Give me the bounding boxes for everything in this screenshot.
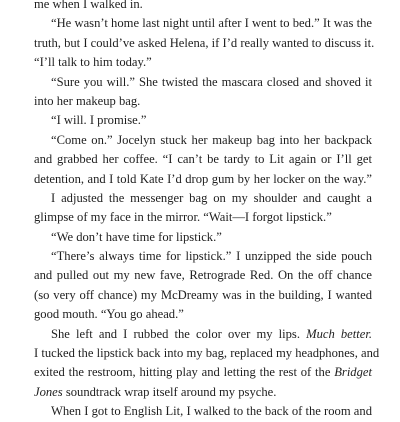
italic-span: Jones — [34, 384, 63, 399]
text-line: “Come on.” Jocelyn stuck her makeup bag into her backpack — [51, 132, 372, 147]
text-line: me when I walked in. — [34, 0, 143, 11]
italic-span: Bridget — [334, 365, 372, 380]
text-line: (so very off chance) my McDreamy was in the building, I wanted — [34, 287, 372, 302]
text-span: She left and I rubbed the color over my lips. — [51, 326, 300, 341]
text-line: “Sure you will.” She twisted the mascara closed and shoved it — [51, 74, 372, 89]
text-line — [34, 363, 372, 382]
text-line: and grabbed her coffee. “I can’t be tardy to Lit again or I’ll get — [34, 152, 372, 167]
text-line: I tucked the lipstick back into my bag, replaced my headphones, and — [34, 346, 380, 361]
text-line: “I’ll talk to him today.” — [34, 55, 152, 70]
italic-span: Much better. — [306, 326, 373, 341]
text-span: soundtrack wrap itself around my psyche. — [62, 384, 277, 399]
text-line: “There’s always time for lipstick.” I unzipped the side pouch — [51, 249, 372, 264]
text-line: When I got to English Lit, I walked to the back of the room and — [51, 404, 372, 419]
text-line: truth, but I could’ve asked Helena, if I’d really wanted to discuss it. — [34, 35, 375, 50]
text-line — [34, 383, 372, 402]
text-line — [34, 325, 372, 344]
text-line: I adjusted the messenger bag on my shoulder and caught a — [51, 190, 372, 205]
text-line: into her makeup bag. — [34, 93, 141, 108]
text-line: “We don’t have time for lipstick.” — [51, 229, 222, 244]
text-line: detention, and I told Kate I’d drop gum by her locker on the way.” — [34, 171, 372, 186]
text-line: glimpse of my face in the mirror. “Wait—I forgot lipstick.” — [34, 210, 332, 225]
text-line: “I will. I promise.” — [51, 113, 147, 128]
text-line: good mouth. “You go ahead.” — [34, 307, 184, 322]
page-text — [34, 0, 380, 422]
text-line: “He wasn’t home last night until after I went to bed.” It was the — [51, 16, 372, 31]
text-span: exited the restroom, hitting play and letting the rest of the — [34, 365, 331, 380]
text-line: and pulled out my new fave, Retrograde Red. On the off chance — [34, 268, 372, 283]
